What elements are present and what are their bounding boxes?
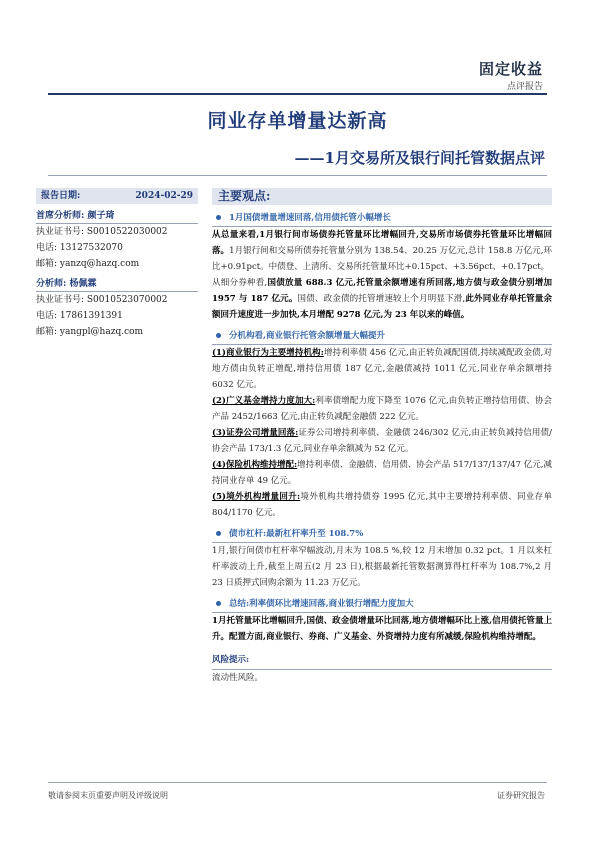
- analyst-name: 分析师: 杨佩霖: [36, 278, 198, 292]
- section-list: [212, 209, 552, 648]
- emphasis-text: (4)保险机构维持增配:: [212, 460, 298, 470]
- emphasis-text: 此外同业存单托管量余额回升速度进一步加快,本月增配 9278 亿元,为 23 年以来的峰值。: [212, 294, 552, 320]
- emphasis-text: 国债放量 688.3 亿元,托管量余额增速有所回落,地方债与政金债分别增加 1957 与 187 亿元。: [212, 278, 552, 304]
- analyst-list: [36, 210, 198, 340]
- section-paragraph: [212, 457, 552, 489]
- title-divider: [48, 175, 547, 176]
- main-points: [212, 188, 552, 686]
- report-date-label: 报告日期:: [41, 191, 81, 201]
- analyst-contact-line: 执业证书号: S0010522030002: [36, 227, 168, 237]
- body-text: 利率债增配力度下降至 1076 亿元,由负转正增持信用债、协会产品 2452/1663 亿元,由正转负减配金融债 222 亿元。: [212, 396, 552, 422]
- emphasis-text: 从总量来看,1月银行间市场债券托管量环比增幅回升,交易所市场债券托管量环比增幅回落。: [212, 230, 552, 256]
- body-text: 增持利率债、金融债、信用债、协会产品 517/137/137/47 亿元,减持同业存单 49 亿元。: [212, 460, 552, 486]
- risk-heading: 风险提示:: [212, 652, 552, 670]
- analyst-sidebar: [36, 188, 198, 340]
- emphasis-text: (3)证券公司增量回落:: [212, 428, 299, 438]
- report-category: 固定收益: [478, 60, 543, 78]
- section-spacer: [212, 591, 552, 594]
- emphasis-text: (5)境外机构增量回升:: [212, 492, 301, 502]
- body-text: 1月银行间和交易所债券托管量分别为 138.54、20.25 万亿元,总计 158.8 万亿元,环比+0.91pct。中债登、上清所、交易所托管量环比+0.15pct、+3.56pct、+0.17pct。: [212, 246, 552, 272]
- bullet-dot-icon: [216, 531, 221, 536]
- body-text: 境外机构共增持债券 1995 亿元,其中主要增持利率债、同业存单 804/1170 亿元。: [212, 492, 552, 518]
- section-heading: [212, 595, 552, 613]
- section-paragraph: [212, 393, 552, 425]
- section-paragraph: [212, 227, 552, 275]
- section-heading-text: 1月国债增量增速回落,信用债托管小幅增长: [229, 212, 391, 223]
- footer-divider: [48, 782, 547, 783]
- emphasis-text: 1月托管量环比增幅回升,国债、政金债增量环比回落,地方债增幅环比上涨,信用债托管量上升。配置方面,商业银行、券商、广义基金、外资增持力度有所减缓,保险机构维持增配。: [212, 616, 552, 642]
- section-paragraph: [212, 543, 552, 591]
- section-paragraph: [212, 345, 552, 393]
- section-heading-text: 总结:利率债环比增速回落,商业银行增配力度加大: [229, 598, 414, 609]
- bullet-dot-icon: [216, 333, 221, 338]
- analyst-contact-line: 邮箱: yangpl@hazq.com: [36, 327, 144, 337]
- analyst-name: 首席分析师: 颜子琦: [36, 210, 198, 224]
- body-text: 增持利率债 456 亿元,由正转负减配国债,持续减配政金债,对地方债由负转正增配,增持信用债 187 亿元,金融债减持 1011 亿元,同业存单余额增持 6032 亿元。: [212, 348, 552, 390]
- emphasis-text: (1)商业银行为主要增持机构:: [212, 348, 324, 358]
- report-type: 点评报告: [506, 82, 543, 92]
- report-date-bar: [36, 188, 198, 204]
- main-points-heading: 主要观点:: [212, 188, 552, 205]
- section-heading: [212, 209, 552, 227]
- analyst-contact-line: 邮箱: yanzq@hazq.com: [36, 259, 140, 269]
- report-title: 同业存单增量达新高: [207, 110, 388, 132]
- body-text: 1月,银行间债市杠杆率窄幅波动,月末为 108.5 %,较 12 月末增加 0.32 pct。1 月以来杠杆率波动上升,截至上周五(2 月 23 日),根据最新托管数据测算得杠杆率为 108.7%,2 月 23 日质押式回购余额为 11.23 万亿元。: [212, 546, 552, 588]
- section-paragraph: [212, 613, 552, 645]
- emphasis-text: (2)广义基金增持力度加大:: [212, 396, 316, 406]
- header-divider: [48, 93, 547, 95]
- section-spacer: [212, 521, 552, 524]
- section-paragraph: [212, 275, 552, 323]
- section-paragraph: [212, 425, 552, 457]
- section-spacer: [212, 323, 552, 326]
- analyst-contact-line: 电话: 13127532070: [36, 243, 123, 253]
- section-heading: [212, 327, 552, 345]
- analyst-contact-line: 执业证书号: S0010523070002: [36, 295, 168, 305]
- report-date-value: 2024-02-29: [135, 191, 193, 201]
- section-heading-text: 债市杠杆:最新杠杆率升至 108.7%: [229, 528, 364, 539]
- bullet-dot-icon: [216, 601, 221, 606]
- report-subtitle: ——1月交易所及银行间托管数据点评: [294, 149, 545, 167]
- section-spacer: [212, 645, 552, 648]
- bullet-dot-icon: [216, 215, 221, 220]
- body-text: 证券公司增持利率债、金融债 246/302 亿元,由正转负减持信用债/协会产品 173/1.3 亿元,同业存单余额减为 52 亿元。: [212, 428, 552, 454]
- analyst-contact-line: 电话: 17861391391: [36, 311, 123, 321]
- section-heading: [212, 525, 552, 543]
- body-text: 国债、政金债的托管增速较上个月明显下滑,: [297, 294, 466, 304]
- footer-disclaimer: 敬请参阅末页重要声明及评级说明: [48, 791, 168, 800]
- risk-text: 流动性风险。: [212, 673, 264, 683]
- body-text: 从细分券种看,: [212, 278, 268, 288]
- footer-label: 证券研究报告: [497, 791, 545, 800]
- section-paragraph: [212, 489, 552, 521]
- section-heading-text: 分机构看,商业银行托管余额增量大幅提升: [229, 330, 385, 341]
